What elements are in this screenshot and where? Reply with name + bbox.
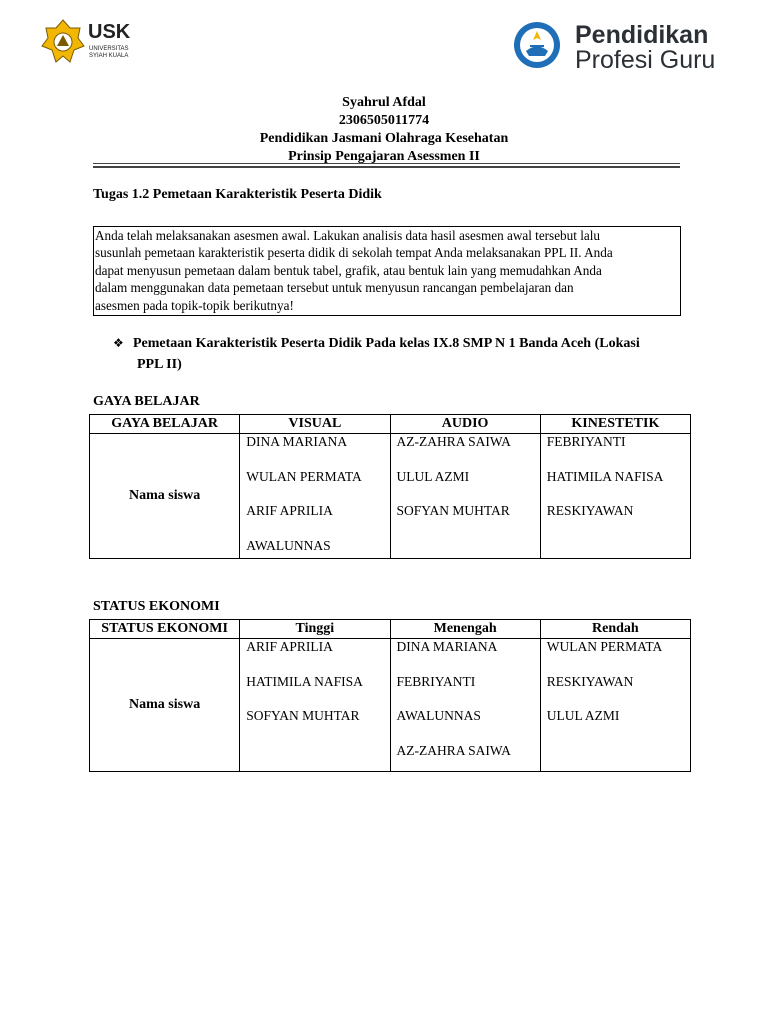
study-program: Pendidikan Jasmani Olahraga Kesehatan (259, 131, 509, 146)
student-name-item: SOFYAN MUHTAR (246, 708, 360, 724)
task-title: Tugas 1.2 Pemetaan Karakteristik Peserta Didik (93, 187, 382, 202)
instruction-box (93, 226, 681, 316)
ppg-title-line1: Pendidikan (575, 21, 709, 49)
column-header: Menengah (390, 620, 540, 639)
column-header: KINESTETIK (540, 415, 690, 434)
instruction-line: Anda telah melaksanakan asesmen awal. Lakukan analisis data hasil asesmen awal tersebut lalu (95, 228, 600, 243)
header-divider-thick (93, 166, 680, 168)
student-name-item: AWALUNNAS (246, 537, 331, 553)
usk-emblem-icon (40, 18, 86, 66)
instruction-line: dalam menggunakan data pemetaan tersebut untuk menyusun rancangan pembelajaran dan (95, 280, 574, 296)
column-header: Rendah (540, 620, 690, 639)
names-cell-visual (240, 434, 390, 559)
names-cell-tinggi (240, 639, 390, 772)
table-row (90, 434, 691, 559)
usk-logo (40, 18, 140, 68)
ppg-title-line2: Profesi Guru (575, 46, 716, 74)
instruction-line: asesmen pada topik-topik berikutnya! (95, 297, 294, 313)
student-name-item: ULUL AZMI (546, 708, 620, 724)
student-name-item: FEBRIYANTI (396, 673, 476, 689)
identity-block (0, 94, 768, 166)
student-name-item: HATIMILA NAFISA (246, 673, 363, 689)
student-name-item: RESKIYAWAN (546, 673, 634, 689)
student-name: Syahrul Afdal (342, 95, 426, 110)
ppg-logo (512, 18, 727, 74)
column-header: STATUS EKONOMI (90, 620, 240, 639)
course-name: Prinsip Pengajaran Asessmen II (288, 149, 480, 164)
status-ekonomi-title: STATUS EKONOMI (93, 599, 220, 614)
table-header-row (90, 620, 691, 639)
names-cell-audio (390, 434, 540, 559)
student-name-item: SOFYAN MUHTAR (396, 503, 510, 519)
column-header: VISUAL (240, 415, 390, 434)
mapping-heading-line2: PPL II) (137, 357, 182, 372)
student-name-item: HATIMILA NAFISA (546, 468, 664, 484)
table-header-row (90, 415, 691, 434)
student-name-item: AWALUNNAS (396, 708, 481, 724)
student-name-item: FEBRIYANTI (546, 434, 626, 449)
student-name-item: WULAN PERMATA (246, 468, 362, 484)
row-label: Nama siswa (90, 434, 240, 559)
column-header: GAYA BELAJAR (90, 415, 240, 434)
student-id: 2306505011774 (338, 113, 430, 128)
mapping-heading (113, 333, 683, 375)
instruction-line: susunlah pemetaan karakteristik peserta didik di sekolah tempat Anda melaksanakan PPL II. Anda (95, 245, 613, 261)
student-name-item: ARIF APRILIA (246, 503, 333, 519)
mapping-heading-line1: Pemetaan Karakteristik Peserta Didik Pada kelas IX.8 SMP N 1 Banda Aceh (Lokasi (133, 336, 640, 351)
table-row (90, 639, 691, 772)
usk-subtitle-1: UNIVERSITAS (89, 46, 129, 52)
status-ekonomi-table (89, 619, 691, 772)
names-cell-menengah (390, 639, 540, 772)
student-name-item: DINA MARIANA (396, 639, 498, 654)
student-name-item: AZ-ZAHRA SAIWA (396, 742, 511, 758)
column-header: AUDIO (390, 415, 540, 434)
header-divider-thin (93, 163, 680, 164)
row-label: Nama siswa (90, 639, 240, 772)
student-name-item: WULAN PERMATA (546, 639, 663, 654)
gaya-belajar-table (89, 414, 691, 559)
student-name-item: DINA MARIANA (246, 434, 348, 449)
names-cell-rendah (540, 639, 690, 772)
student-name-item: AZ-ZAHRA SAIWA (396, 434, 511, 449)
gaya-belajar-title: GAYA BELAJAR (93, 394, 200, 409)
usk-subtitle-2: SYIAH KUALA (89, 53, 129, 59)
usk-wordmark: USK (88, 21, 131, 43)
instruction-line: dapat menyusun pemetaan dalam bentuk tabel, grafik, atau bentuk lain yang memudahkan Anda (95, 262, 602, 278)
names-cell-kinestetik (540, 434, 690, 559)
student-name-item: ARIF APRILIA (246, 639, 333, 654)
student-name-item: RESKIYAWAN (546, 503, 634, 519)
tut-wuri-handayani-icon (512, 18, 562, 72)
diamond-bullet-icon: ❖ (113, 336, 124, 350)
column-header: Tinggi (240, 620, 390, 639)
student-name-item: ULUL AZMI (396, 468, 470, 484)
